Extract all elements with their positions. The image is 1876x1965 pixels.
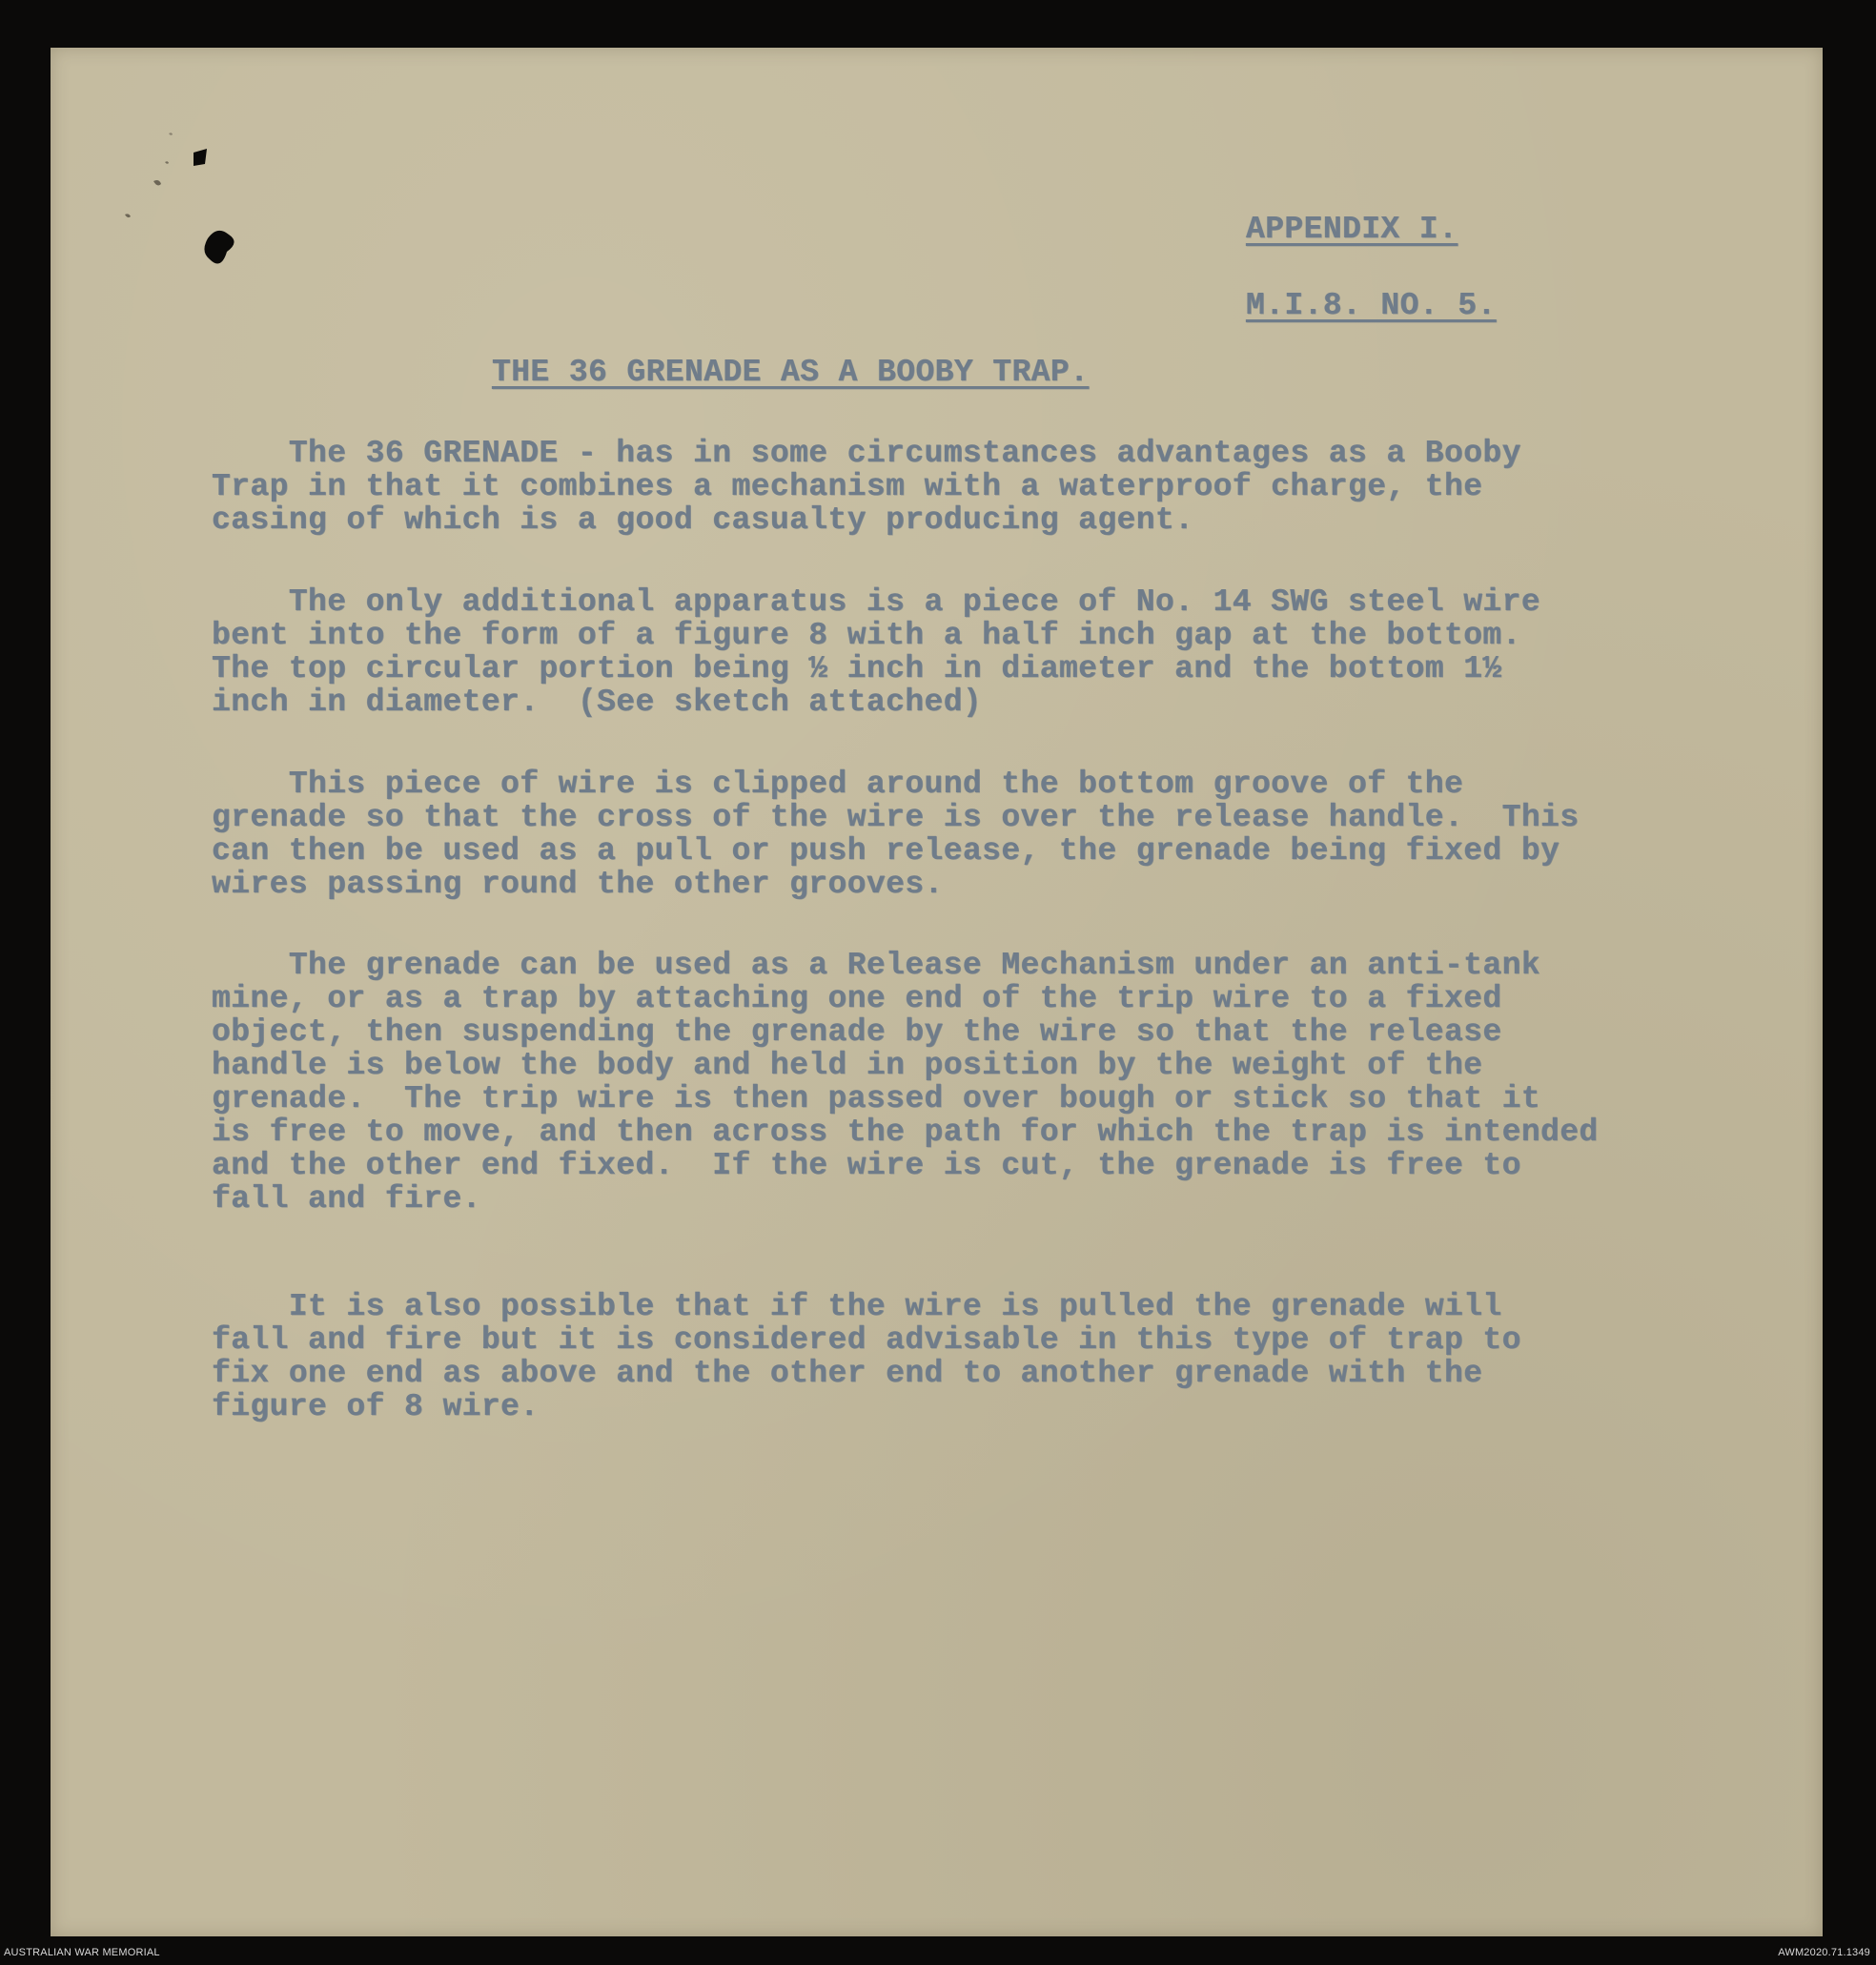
paragraph-line: inch in diameter. (See sketch attached) bbox=[212, 685, 983, 720]
paragraph-line: bent into the form of a figure 8 with a half inch gap at the bottom. bbox=[212, 618, 1521, 653]
paragraph-line: mine, or as a trap by attaching one end of the trip wire to a fixed bbox=[212, 981, 1502, 1016]
paper-damage-marks bbox=[51, 48, 336, 353]
paragraph-line: This piece of wire is clipped around the bottom groove of the bbox=[212, 767, 1464, 802]
archive-credit: AUSTRALIAN WAR MEMORIAL bbox=[4, 1947, 160, 1958]
paragraph-line: and the other end fixed. If the wire is cut, the grenade is free to bbox=[212, 1148, 1521, 1183]
paragraph-line: fall and fire. bbox=[212, 1181, 481, 1217]
paragraph-3 bbox=[212, 768, 1579, 901]
paragraph-line: fall and fire but it is considered advisable in this type of trap to bbox=[212, 1322, 1521, 1358]
paragraph-1 bbox=[212, 437, 1521, 537]
archive-item-id: AWM2020.71.1349 bbox=[1778, 1947, 1870, 1958]
paragraph-line: grenade so that the cross of the wire is over the release handle. This bbox=[212, 800, 1580, 835]
paragraph-line: wires passing round the other grooves. bbox=[212, 867, 944, 902]
appendix-heading: APPENDIX I. bbox=[1246, 212, 1458, 247]
paragraph-line: The top circular portion being ½ inch in diameter and the bottom 1½ bbox=[212, 651, 1502, 686]
paragraph-line: is free to move, and then across the path for which the trap is intended bbox=[212, 1115, 1599, 1150]
paragraph-line: casing of which is a good casualty producing agent. bbox=[212, 502, 1194, 538]
paragraph-line: fix one end as above and the other end to another grenade with the bbox=[212, 1356, 1483, 1391]
paragraph-line: grenade. The trip wire is then passed over bough or stick so that it bbox=[212, 1081, 1541, 1116]
paragraph-line: handle is below the body and held in position by the weight of the bbox=[212, 1048, 1483, 1083]
paragraph-line: The 36 GRENADE - has in some circumstances advantages as a Booby bbox=[212, 436, 1521, 471]
paragraph-2 bbox=[212, 585, 1540, 719]
paragraph-line: The grenade can be used as a Release Mechanism under an anti-tank bbox=[212, 948, 1541, 983]
paragraph-line: It is also possible that if the wire is pulled the grenade will bbox=[212, 1289, 1502, 1324]
reference-number: M.I.8. NO. 5. bbox=[1246, 288, 1497, 323]
document-title: THE 36 GRENADE AS A BOOBY TRAP. bbox=[492, 355, 1090, 390]
paragraph-line: The only additional apparatus is a piece of No. 14 SWG steel wire bbox=[212, 584, 1541, 620]
paragraph-line: can then be used as a pull or push release, the grenade being fixed by bbox=[212, 833, 1560, 869]
paragraph-line: Trap in that it combines a mechanism with a waterproof charge, the bbox=[212, 469, 1483, 504]
paragraph-5 bbox=[212, 1290, 1521, 1423]
paragraph-line: object, then suspending the grenade by the wire so that the release bbox=[212, 1014, 1502, 1050]
paragraph-line: figure of 8 wire. bbox=[212, 1389, 540, 1424]
paragraph-4 bbox=[212, 949, 1599, 1216]
